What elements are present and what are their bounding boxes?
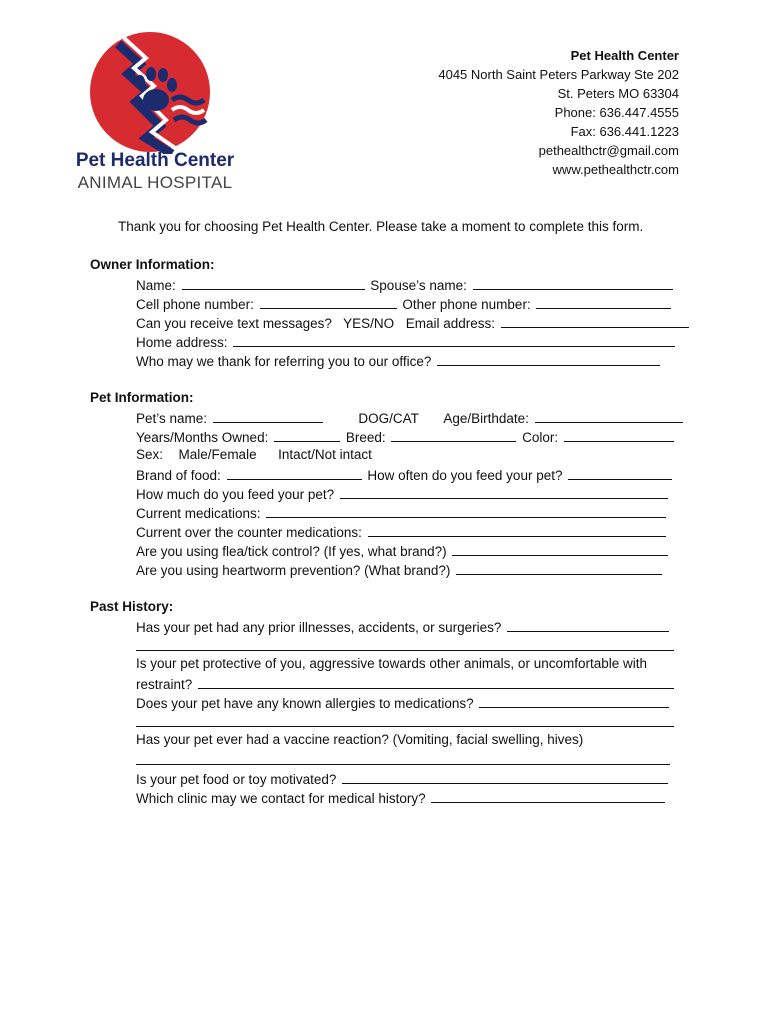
- clinic-contact-field[interactable]: [431, 789, 665, 803]
- clinic-fax: Fax: 636.441.1223: [570, 124, 679, 139]
- clinic-phone: Phone: 636.447.4555: [554, 105, 679, 120]
- sex-row: [136, 447, 372, 466]
- other-phone-field[interactable]: [536, 295, 671, 309]
- email-field[interactable]: [501, 314, 689, 328]
- home-address-row: [136, 333, 677, 352]
- dog-cat-option[interactable]: DOG/CAT: [358, 411, 419, 426]
- sex-label: Sex:: [136, 447, 164, 462]
- cell-label: Cell phone number:: [136, 297, 254, 312]
- otc-meds-label: Current over the counter medications:: [136, 525, 362, 540]
- text-email-row: [136, 314, 691, 333]
- clinic-website: www.pethealthctr.com: [552, 162, 679, 177]
- clinic-contact-row: [136, 789, 667, 808]
- prior-row: [136, 618, 671, 637]
- food-brand-field[interactable]: [227, 466, 362, 480]
- otc-meds-field[interactable]: [368, 523, 666, 537]
- owner-name-row: [136, 276, 675, 295]
- how-much-row: [136, 485, 670, 504]
- clinic-contact-label: Which clinic may we contact for medical history?: [136, 791, 426, 806]
- address-line-1: 4045 North Saint Peters Parkway Ste 202: [438, 67, 679, 82]
- food-brand-label: Brand of food:: [136, 468, 221, 483]
- years-owned-label: Years/Months Owned:: [136, 430, 269, 445]
- protective-row-2: [136, 675, 676, 694]
- other-phone-label: Other phone number:: [402, 297, 531, 312]
- prior-field[interactable]: [507, 618, 669, 632]
- vaccine-row: [136, 732, 583, 751]
- logo-subtitle: ANIMAL HOSPITAL: [77, 173, 233, 192]
- referral-field[interactable]: [437, 352, 660, 366]
- home-address-label: Home address:: [136, 335, 228, 350]
- flea-row: [136, 542, 670, 561]
- paw-logo-icon: [88, 30, 212, 154]
- how-much-field[interactable]: [340, 485, 668, 499]
- breed-field[interactable]: [391, 428, 516, 442]
- prior-line-2: [136, 637, 676, 656]
- vaccine-line-2: [136, 751, 672, 770]
- years-owned-field[interactable]: [274, 428, 340, 442]
- how-often-field[interactable]: [568, 466, 672, 480]
- allergies-row: [136, 694, 671, 713]
- prior-field-2[interactable]: [136, 637, 674, 651]
- motivated-field[interactable]: [342, 770, 668, 784]
- breed-label: Breed:: [345, 430, 386, 445]
- how-often-label: How often do you feed your pet?: [367, 468, 563, 483]
- flea-field[interactable]: [452, 542, 668, 556]
- color-label: Color:: [522, 430, 559, 445]
- cell-phone-field[interactable]: [260, 295, 397, 309]
- male-female-option[interactable]: Male/Female: [178, 447, 257, 462]
- clinic-email: pethealthctr@gmail.com: [538, 143, 679, 158]
- owner-heading: Owner Information:: [90, 257, 215, 272]
- referral-row: [136, 352, 662, 371]
- clinic-name: Pet Health Center: [570, 48, 679, 63]
- protective-field[interactable]: [198, 675, 674, 689]
- referral-label: Who may we thank for referring you to our office?: [136, 354, 432, 369]
- meds-field[interactable]: [266, 504, 666, 518]
- phone-row: [136, 295, 673, 314]
- vaccine-label: Has your pet ever had a vaccine reaction? (Vomiting, facial swelling, hives): [136, 732, 584, 747]
- heartworm-row: [136, 561, 664, 580]
- vaccine-field[interactable]: [136, 751, 670, 765]
- yes-no-option[interactable]: YES/NO: [343, 316, 395, 331]
- name-field[interactable]: [182, 276, 365, 290]
- spouse-name-field[interactable]: [473, 276, 673, 290]
- age-field[interactable]: [535, 409, 683, 423]
- age-label: Age/Birthdate:: [443, 411, 529, 426]
- pet-name-row: [136, 409, 685, 428]
- home-address-field[interactable]: [233, 333, 675, 347]
- prior-label: Has your pet had any prior illnesses, accidents, or surgeries?: [136, 620, 502, 635]
- intact-option[interactable]: Intact/Not intact: [278, 447, 372, 462]
- food-row: [136, 466, 674, 485]
- pet-name-label: Pet’s name:: [136, 411, 208, 426]
- protective-label-2: restraint?: [136, 677, 193, 692]
- name-label: Name:: [136, 278, 176, 293]
- meds-row: [136, 504, 668, 523]
- pet-heading: Pet Information:: [90, 390, 194, 405]
- allergies-line-2: [136, 713, 676, 732]
- flea-label: Are you using flea/tick control? (If yes, what brand?): [136, 544, 447, 559]
- motivated-row: [136, 770, 670, 789]
- text-question: Can you receive text messages?: [136, 316, 332, 331]
- protective-label-1: Is your pet protective of you, aggressive towards other animals, or uncomfortable with: [136, 656, 647, 671]
- heartworm-field[interactable]: [456, 561, 662, 575]
- email-label: Email address:: [405, 316, 495, 331]
- color-field[interactable]: [564, 428, 674, 442]
- how-much-label: How much do you feed your pet?: [136, 487, 335, 502]
- otc-meds-row: [136, 523, 668, 542]
- logo-name: Pet Health Center: [75, 150, 235, 171]
- protective-row: [136, 656, 647, 675]
- allergies-field-2[interactable]: [136, 713, 674, 727]
- heartworm-label: Are you using heartworm prevention? (What brand?): [136, 563, 451, 578]
- owned-breed-row: [136, 428, 676, 447]
- history-heading: Past History:: [90, 599, 174, 614]
- spouse-label: Spouse’s name:: [370, 278, 467, 293]
- motivated-label: Is your pet food or toy motivated?: [136, 772, 337, 787]
- clinic-address: [438, 46, 679, 179]
- allergies-label: Does your pet have any known allergies to medications?: [136, 696, 474, 711]
- meds-label: Current medications:: [136, 506, 261, 521]
- intro-text: Thank you for choosing Pet Health Center. Please take a moment to complete this form.: [118, 219, 644, 234]
- pet-name-field[interactable]: [213, 409, 323, 423]
- clinic-logo: [70, 30, 240, 190]
- allergies-field[interactable]: [479, 694, 669, 708]
- address-line-2: St. Peters MO 63304: [557, 86, 679, 101]
